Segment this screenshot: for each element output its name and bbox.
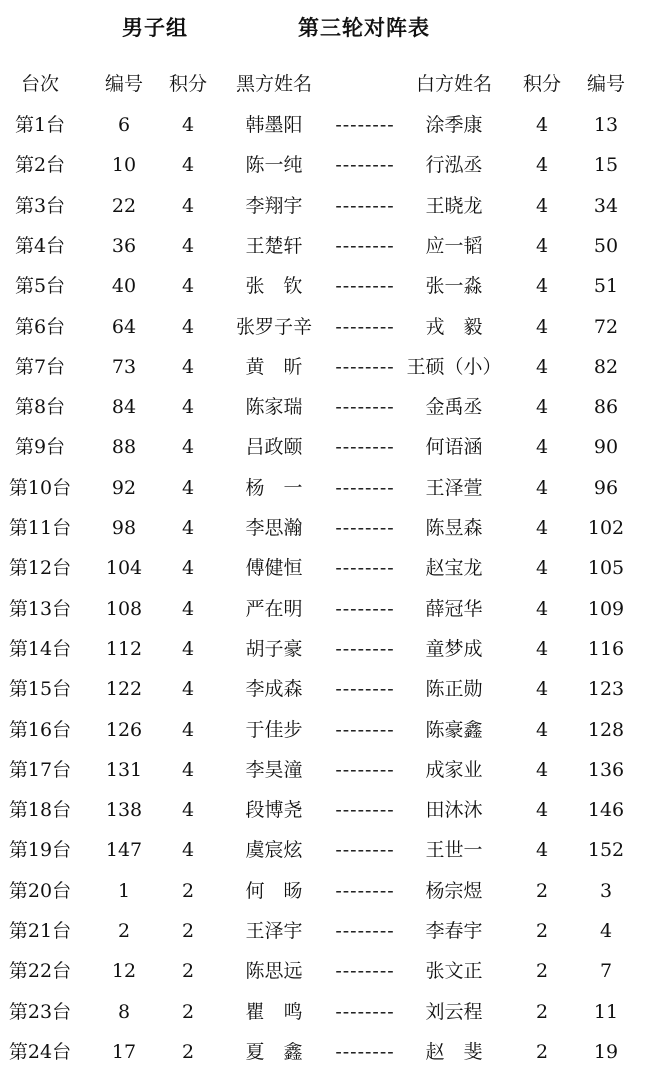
white-number: 96: [593, 476, 619, 499]
header-table: 台次: [20, 73, 59, 95]
white-score: 4: [535, 234, 549, 257]
white-score: 2: [535, 960, 549, 983]
black-score: 4: [181, 194, 195, 217]
table-row: [0, 307, 649, 347]
black-number: 138: [105, 799, 143, 822]
black-name: 夏 鑫: [245, 1040, 303, 1063]
table-row: [0, 911, 649, 951]
black-score: 4: [181, 436, 195, 459]
white-number: 19: [593, 1040, 619, 1063]
header-white-name: 白方姓名: [415, 73, 492, 95]
black-name: 严在明: [245, 597, 303, 620]
black-name: 李思瀚: [245, 517, 303, 539]
table-row: [0, 992, 649, 1032]
black-score: 4: [181, 396, 195, 419]
black-name: 韩墨阳: [245, 114, 303, 136]
table-number: 第11台: [8, 517, 72, 539]
black-name: 张 钦: [245, 275, 303, 298]
table-row: [0, 347, 649, 387]
black-score: 4: [181, 315, 195, 338]
white-score: 4: [535, 436, 549, 459]
white-number: 146: [587, 799, 625, 822]
table-number: 第9台: [14, 436, 66, 459]
table-row: [0, 266, 649, 306]
pairing-separator: --------: [335, 1040, 395, 1063]
pairing-separator: --------: [335, 799, 395, 822]
black-name: 王泽宇: [245, 920, 303, 942]
white-number: 13: [593, 114, 619, 136]
white-score: 2: [535, 1040, 549, 1063]
black-number: 122: [105, 678, 143, 701]
table-number: 第6台: [14, 315, 66, 338]
white-number: 116: [587, 637, 625, 660]
table-number: 第17台: [8, 758, 72, 781]
black-score: 4: [181, 557, 195, 580]
table-number: 第15台: [8, 678, 72, 701]
table-row: [0, 226, 649, 266]
table-number: 第14台: [8, 637, 72, 660]
white-name: 赵宝龙: [425, 557, 483, 580]
black-score: 4: [181, 758, 195, 781]
black-number: 64: [111, 315, 137, 338]
black-name: 段博尧: [245, 799, 303, 822]
white-score: 4: [535, 517, 549, 539]
black-number: 73: [111, 355, 137, 378]
white-name: 李春宇: [425, 920, 483, 942]
pairing-separator: --------: [335, 718, 395, 741]
white-number: 86: [593, 396, 619, 419]
table-row: [0, 548, 649, 588]
black-number: 1: [117, 879, 131, 902]
table-row: [0, 468, 649, 508]
pairing-separator: --------: [335, 637, 395, 660]
pairing-separator: --------: [335, 114, 395, 136]
pairing-separator: --------: [335, 678, 395, 701]
white-score: 4: [535, 597, 549, 620]
table-number: 第20台: [8, 879, 72, 902]
white-name: 应一韬: [425, 234, 483, 257]
header-black-name: 黑方姓名: [235, 73, 312, 95]
white-number: 4: [599, 920, 613, 942]
table-number: 第8台: [14, 396, 66, 419]
white-score: 4: [535, 396, 549, 419]
pairing-separator: --------: [335, 315, 395, 338]
white-score: 4: [535, 637, 549, 660]
header-white-number: 编号: [586, 73, 625, 95]
table-row: [0, 589, 649, 629]
table-row: [0, 387, 649, 427]
white-number: 15: [593, 154, 619, 177]
table-header: [0, 64, 649, 104]
white-score: 4: [535, 114, 549, 136]
white-number: 11: [593, 1000, 619, 1023]
black-number: 17: [111, 1040, 137, 1063]
pairing-separator: --------: [335, 879, 395, 902]
black-score: 4: [181, 678, 195, 701]
table-row: [0, 669, 649, 709]
pairing-separator: --------: [335, 476, 395, 499]
white-name: 陈正勋: [425, 678, 483, 701]
white-score: 2: [535, 1000, 549, 1023]
pairing-separator: --------: [335, 920, 395, 942]
black-name: 陈一纯: [245, 154, 303, 177]
black-name: 胡子豪: [245, 637, 303, 660]
white-name: 王世一: [425, 839, 483, 862]
white-name: 薛冠华: [425, 597, 483, 620]
white-name: 金禹丞: [425, 396, 483, 419]
black-number: 108: [105, 597, 143, 620]
white-name: 行泓丞: [425, 154, 483, 177]
white-name: 张一淼: [425, 275, 483, 298]
table-row: [0, 871, 649, 911]
black-score: 4: [181, 517, 195, 539]
table-number: 第12台: [8, 557, 72, 580]
table-number: 第5台: [14, 275, 66, 298]
black-number: 104: [105, 557, 143, 580]
white-number: 7: [599, 960, 613, 983]
table-number: 第1台: [14, 114, 66, 136]
white-name: 杨宗煜: [425, 879, 483, 902]
white-number: 136: [587, 758, 625, 781]
white-name: 王泽萱: [425, 476, 483, 499]
black-score: 4: [181, 839, 195, 862]
black-score: 4: [181, 718, 195, 741]
black-name: 张罗子辛: [235, 315, 312, 338]
pairing-separator: --------: [335, 517, 395, 539]
table-row: [0, 750, 649, 790]
black-name: 黄 昕: [245, 355, 303, 378]
black-number: 147: [105, 839, 143, 862]
black-number: 12: [111, 960, 137, 983]
black-score: 2: [181, 1040, 195, 1063]
white-number: 102: [587, 517, 625, 539]
white-number: 128: [587, 718, 625, 741]
black-name: 于佳步: [245, 718, 303, 741]
black-score: 4: [181, 114, 195, 136]
pairing-separator: --------: [335, 436, 395, 459]
black-number: 8: [117, 1000, 131, 1023]
table-number: 第23台: [8, 1000, 72, 1023]
white-name: 张文正: [425, 960, 483, 983]
black-number: 2: [117, 920, 131, 942]
table-number: 第3台: [14, 194, 66, 217]
table-row: [0, 427, 649, 467]
white-name: 田沐沐: [425, 799, 483, 822]
black-score: 4: [181, 597, 195, 620]
white-score: 4: [535, 758, 549, 781]
table-number: 第10台: [8, 476, 72, 499]
white-name: 王晓龙: [425, 194, 483, 217]
white-score: 4: [535, 678, 549, 701]
table-row: [0, 105, 649, 145]
pairing-separator: --------: [335, 839, 395, 862]
group-title: 男子组: [122, 16, 188, 40]
white-number: 123: [587, 678, 625, 701]
table-number: 第13台: [8, 597, 72, 620]
white-score: 4: [535, 275, 549, 298]
black-number: 40: [111, 275, 137, 298]
black-number: 98: [111, 517, 137, 539]
white-score: 4: [535, 355, 549, 378]
black-number: 88: [111, 436, 137, 459]
pairing-separator: --------: [335, 1000, 395, 1023]
pairing-separator: --------: [335, 355, 395, 378]
black-score: 4: [181, 799, 195, 822]
table-number: 第22台: [8, 960, 72, 983]
table-number: 第2台: [14, 154, 66, 177]
white-score: 2: [535, 920, 549, 942]
table-number: 第16台: [8, 718, 72, 741]
white-name: 陈昱森: [425, 517, 483, 539]
table-number: 第4台: [14, 234, 66, 257]
white-name: 王硕（小）: [406, 355, 502, 378]
white-name: 何语涵: [425, 436, 483, 459]
white-number: 34: [593, 194, 619, 217]
header-black-score: 积分: [168, 73, 207, 95]
black-score: 4: [181, 637, 195, 660]
table-number: 第7台: [14, 355, 66, 378]
black-number: 10: [111, 154, 137, 177]
white-name: 涂季康: [425, 114, 483, 136]
black-name: 虞宸炫: [245, 839, 303, 862]
white-number: 51: [593, 275, 619, 298]
black-name: 王楚轩: [245, 234, 303, 257]
black-name: 傅健恒: [245, 557, 303, 580]
black-name: 陈家瑞: [245, 396, 303, 419]
table-row: [0, 790, 649, 830]
white-score: 4: [535, 154, 549, 177]
black-name: 杨 一: [245, 476, 303, 499]
table-number: 第21台: [8, 920, 72, 942]
table-number: 第19台: [8, 839, 72, 862]
white-name: 刘云程: [425, 1000, 483, 1023]
white-score: 4: [535, 315, 549, 338]
black-score: 2: [181, 879, 195, 902]
white-score: 2: [535, 879, 549, 902]
table-row: [0, 951, 649, 991]
black-score: 2: [181, 920, 195, 942]
white-score: 4: [535, 194, 549, 217]
black-name: 李昊潼: [245, 758, 303, 781]
white-name: 陈豪鑫: [425, 718, 483, 741]
white-number: 3: [599, 879, 613, 902]
white-number: 105: [587, 557, 625, 580]
black-score: 2: [181, 960, 195, 983]
black-name: 吕政颐: [245, 436, 303, 459]
table-row: [0, 508, 649, 548]
black-number: 126: [105, 718, 143, 741]
pairing-separator: --------: [335, 960, 395, 983]
white-score: 4: [535, 476, 549, 499]
black-score: 4: [181, 154, 195, 177]
white-number: 72: [593, 315, 619, 338]
table-row: [0, 629, 649, 669]
table-row: [0, 710, 649, 750]
white-number: 82: [593, 355, 619, 378]
black-number: 36: [111, 234, 137, 257]
table-row: [0, 1032, 649, 1072]
pairing-separator: --------: [335, 396, 395, 419]
header-white-score: 积分: [522, 73, 561, 95]
black-score: 2: [181, 1000, 195, 1023]
black-name: 李翔宇: [245, 194, 303, 217]
black-score: 4: [181, 275, 195, 298]
white-number: 152: [587, 839, 625, 862]
pairing-separator: --------: [335, 758, 395, 781]
pairing-separator: --------: [335, 275, 395, 298]
pairing-separator: --------: [335, 234, 395, 257]
black-name: 瞿 鸣: [245, 1000, 303, 1023]
black-score: 4: [181, 476, 195, 499]
black-score: 4: [181, 355, 195, 378]
black-name: 陈思远: [245, 960, 303, 983]
black-number: 92: [111, 476, 137, 499]
white-score: 4: [535, 839, 549, 862]
table-number: 第24台: [8, 1040, 72, 1063]
pairing-separator: --------: [335, 597, 395, 620]
black-number: 6: [117, 114, 131, 136]
white-number: 109: [587, 597, 625, 620]
black-number: 112: [105, 637, 143, 660]
white-number: 50: [593, 234, 619, 257]
white-name: 成家业: [425, 758, 483, 781]
table-row: [0, 186, 649, 226]
black-name: 何 旸: [245, 879, 303, 902]
header-black-number: 编号: [104, 73, 143, 95]
table-row: [0, 145, 649, 185]
table-number: 第18台: [8, 799, 72, 822]
white-score: 4: [535, 799, 549, 822]
black-name: 李成森: [245, 678, 303, 701]
white-name: 戎 毅: [425, 315, 483, 338]
white-name: 赵 斐: [425, 1040, 483, 1063]
table-row: [0, 830, 649, 870]
pairing-separator: --------: [335, 154, 395, 177]
white-score: 4: [535, 557, 549, 580]
pairing-separator: --------: [335, 194, 395, 217]
black-number: 22: [111, 194, 137, 217]
pairing-separator: --------: [335, 557, 395, 580]
white-name: 童梦成: [425, 637, 483, 660]
round-title: 第三轮对阵表: [298, 16, 430, 40]
white-score: 4: [535, 718, 549, 741]
black-score: 4: [181, 234, 195, 257]
black-number: 84: [111, 396, 137, 419]
white-number: 90: [593, 436, 619, 459]
black-number: 131: [105, 758, 143, 781]
